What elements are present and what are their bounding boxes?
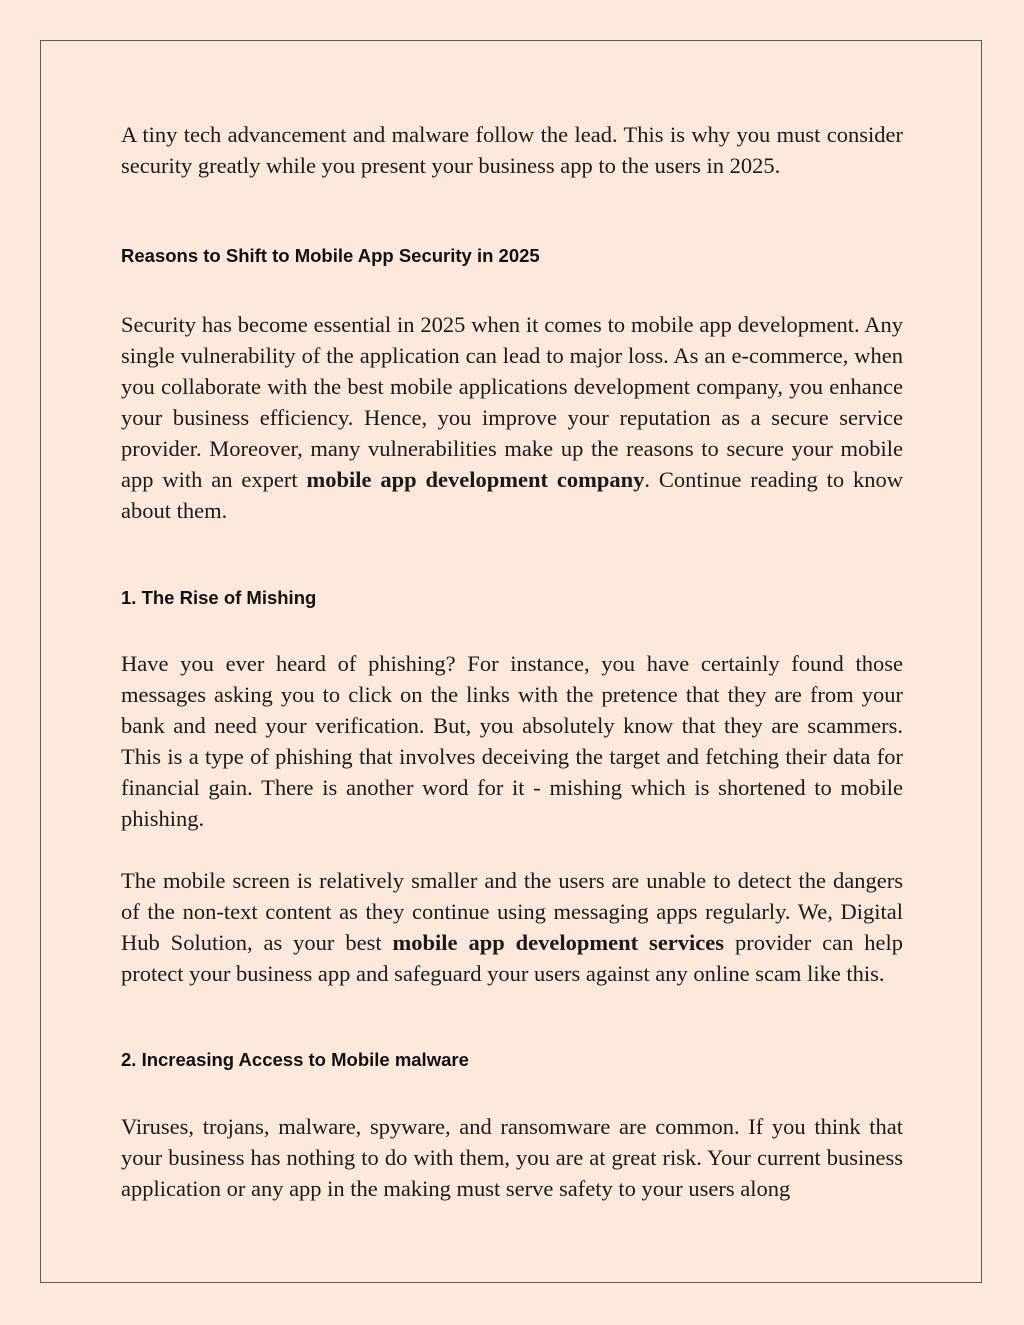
heading-reasons: Reasons to Shift to Mobile App Security in 2025 — [121, 245, 540, 266]
mishing-text-end: provider can help protect your business app and safeguard your users against any online scam like this. — [121, 930, 904, 986]
mishing-paragraph-1: Have you ever heard of phishing? For instance, you have certainly found those messages asking you to click on the links with the pretence that they are from your bank and need your verification. But, you absolutely know that they are scammers. This is a type of phishing that involves deceiving the target and fetching their data for financial gain. There is another word for it - mishing which is shortened to mobile phishing. — [121, 651, 903, 831]
reasons-text-start: Security has become essential in 2025 when it comes to mobile app development. Any single vulnerability of the application can lead to major loss. As an e-commerce, when you collaborate with the best mobile applications development company, you enhance your business efficiency. Hence, you improve your reputation as a secure service provider. Moreover, many vulnerabilities make up the reasons to secure your mobile app with an expert — [121, 312, 903, 492]
reasons-text-end: . Continue reading to know about them. — [121, 467, 904, 523]
mishing-text-start: The mobile screen is relatively smaller and the users are unable to detect the dangers of the non-text content as they continue using messaging apps regularly. We, Digital Hub Solution, as your best — [121, 868, 903, 955]
reasons-bold-phrase: mobile app development company — [306, 467, 645, 492]
heading-malware: 2. Increasing Access to Mobile malware — [121, 1049, 469, 1070]
mishing-paragraph-2 — [121, 865, 903, 989]
heading-mishing: 1. The Rise of Mishing — [121, 587, 317, 608]
intro-paragraph: A tiny tech advancement and malware follow the lead. This is why you must consider security greatly while you present your business app to the users in 2025. — [121, 122, 903, 178]
mishing-bold-phrase: mobile app development services — [392, 930, 725, 955]
reasons-paragraph — [121, 309, 903, 526]
malware-paragraph: Viruses, trojans, malware, spyware, and ransomware are common. If you think that your business has nothing to do with them, you are at great risk. Your current business application or any app in the making must serve safety to your users along — [121, 1114, 903, 1201]
